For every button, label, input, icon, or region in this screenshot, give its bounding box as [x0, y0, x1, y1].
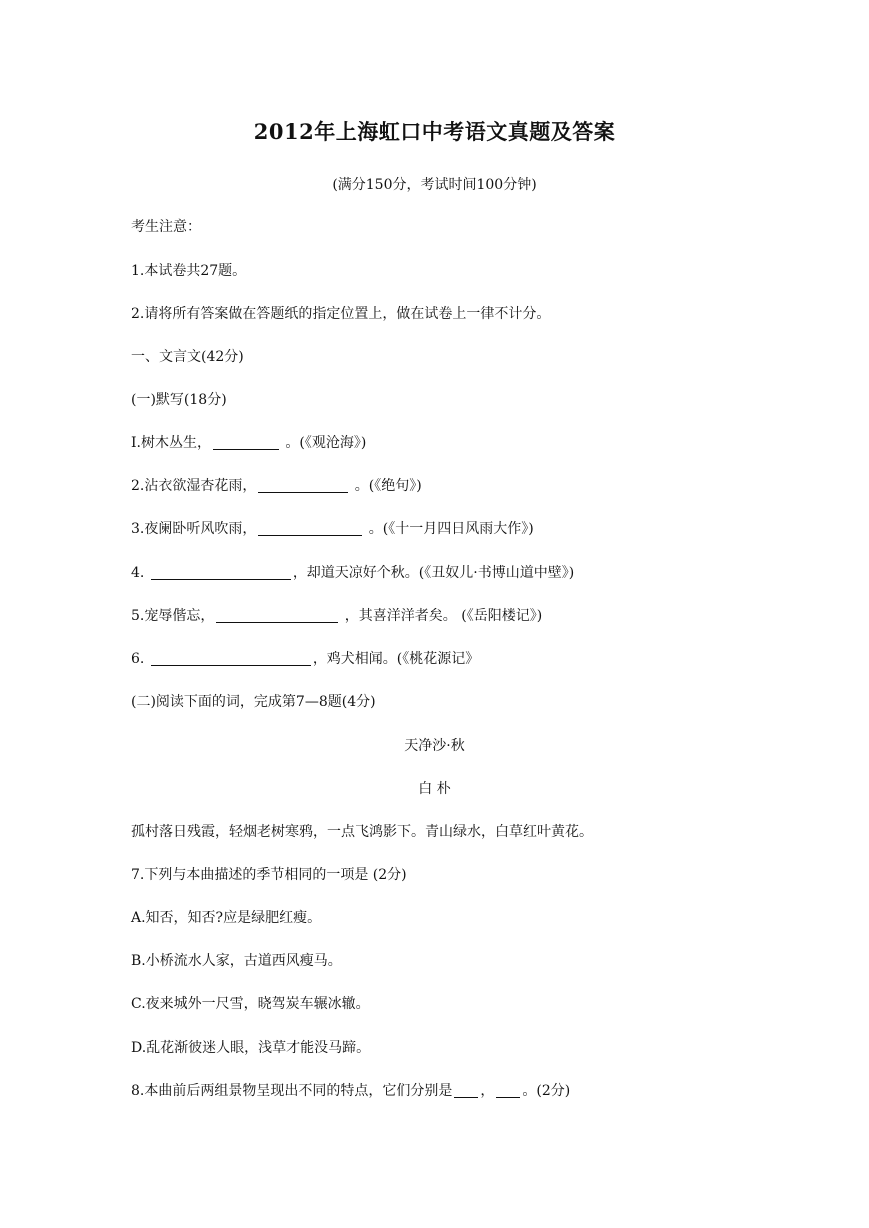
notice-item-1: 1.本试卷共27题。	[131, 263, 247, 279]
subsection-heading-reading: (二)阅读下面的词，完成第7—8题(4分)	[131, 694, 376, 710]
answer-blank	[216, 608, 338, 623]
notice-item-2: 2.请将所有答案做在答题纸的指定位置上，做在试卷上一律不计分。	[131, 306, 551, 322]
question-7-option-d: D.乱花渐彼迷人眼，浅草才能没马蹄。	[131, 1040, 371, 1056]
question-4-text-before: 4.	[131, 565, 149, 581]
question-8-text-before: 8.本曲前后两组景物呈现出不同的特点，它们分别是	[131, 1083, 453, 1099]
exam-info: (满分150分，考试时间100分钟)	[332, 177, 537, 193]
question-5-text-before: 5.宠辱偕忘，	[131, 608, 215, 624]
question-6-text-after: ，鸡犬相闻。(《桃花源记》	[312, 651, 480, 667]
question-8	[131, 1080, 570, 1100]
poem-text: 孤村落日残霞，轻烟老树寒鸦，一点飞鸿影下。青山绿水，白草红叶黄花。	[131, 824, 593, 840]
answer-blank	[151, 651, 311, 666]
answer-blank	[454, 1083, 478, 1098]
notice-heading: 考生注意：	[131, 219, 201, 235]
subsection-heading-dictation: (一)默写(18分)	[131, 392, 227, 408]
page-title: 2012年上海虹口中考语文真题及答案	[253, 119, 616, 144]
poem-title: 天净沙·秋	[404, 738, 465, 754]
question-3-text-after: 。(《十一月四日风雨大作》)	[364, 521, 534, 537]
question-5	[131, 605, 542, 625]
question-5-text-after: ，其喜洋洋者矣。 (《岳阳楼记》)	[340, 608, 543, 624]
question-8-text-middle: ，	[480, 1083, 495, 1099]
question-7-option-a: A.知否，知否?应是绿肥红瘦。	[131, 910, 322, 926]
question-7: 7.下列与本曲描述的季节相同的一项是 (2分)	[131, 867, 407, 883]
question-2	[131, 475, 422, 495]
question-3	[131, 518, 534, 538]
question-4-text-after: ，却道天凉好个秋。(《丑奴儿·书博山道中壁》)	[292, 565, 575, 581]
question-6-text-before: 6.	[131, 651, 149, 667]
question-7-option-b: B.小桥流水人家，古道西风瘦马。	[131, 953, 342, 969]
question-8-text-after: 。(2分)	[522, 1083, 571, 1099]
question-1-text-after: 。(《观沧海》)	[280, 435, 367, 451]
answer-blank	[258, 478, 348, 493]
answer-blank	[258, 521, 362, 536]
question-3-text-before: 3.夜阑卧听风吹雨，	[131, 521, 257, 537]
question-6	[131, 648, 479, 668]
question-1	[131, 432, 366, 452]
question-2-text-before: 2.沾衣欲湿杏花雨，	[131, 478, 257, 494]
question-1-text-before: I.树木丛生，	[131, 435, 211, 451]
question-4	[131, 562, 574, 582]
answer-blank	[151, 565, 291, 580]
question-2-text-after: 。(《绝句》)	[350, 478, 422, 494]
answer-blank	[213, 435, 279, 450]
answer-blank	[496, 1083, 520, 1098]
section-heading: 一、文言文(42分)	[131, 349, 244, 365]
question-7-option-c: C.夜来城外一尺雪，晓驾炭车辗冰辙。	[131, 996, 370, 1012]
poem-author: 白 朴	[418, 781, 451, 797]
